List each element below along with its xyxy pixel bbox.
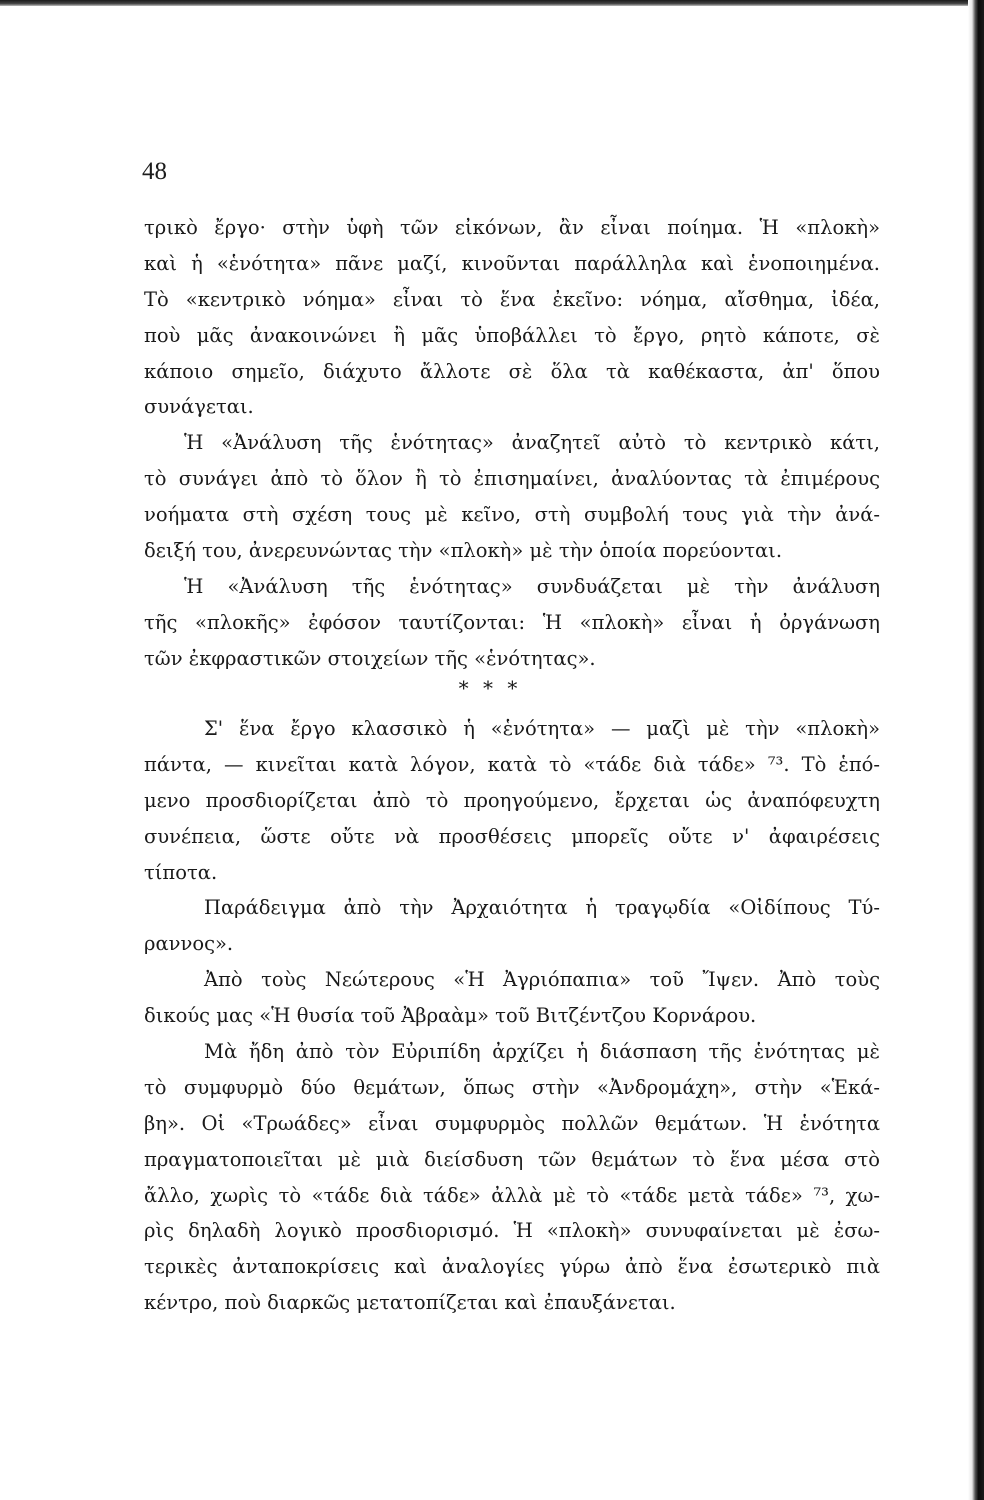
text-line: Ἡ «Ἀνάλυση τῆς ἑνότητας» ἀναζητεῖ αὐτὸ τὸ κεντρικὸ κάτι, <box>184 431 880 455</box>
text-line: Παράδειγμα ἀπὸ τὴν Ἀρχαιότητα ἡ τραγῳδία «Οἰδίπους Τύ- <box>204 896 880 920</box>
scan-top-edge <box>0 0 984 6</box>
text-section-2 <box>144 711 880 1321</box>
text-line: Τὸ «κεντρικὸ νόημα» εἶναι τὸ ἕνα ἐκεῖνο: νόημα, αἴσθημα, ἰδέα, <box>144 287 880 311</box>
text-line: ρὶς δηλαδὴ λογικὸ προσδιορισμό. Ἡ «πλοκὴ» συνυφαίνεται μὲ ἐσω- <box>144 1219 880 1243</box>
text-line: τίποτα. <box>144 860 218 884</box>
text-line: Ἀπὸ τοὺς Νεώτερους «Ἡ Ἀγριόπαπια» τοῦ Ἴψεν. Ἀπὸ τοὺς <box>204 968 880 992</box>
text-line: ἄλλο, χωρὶς τὸ «τάδε διὰ τάδε» ἀλλὰ μὲ τὸ «τάδε μετὰ τάδε» ⁷³, χω- <box>144 1183 880 1207</box>
page-number: 48 <box>142 158 167 185</box>
text-line: τῶν ἐκφραστικῶν στοιχείων τῆς «ἑνότητας». <box>144 646 596 670</box>
text-line: τὸ συμφυρμὸ δύο θεμάτων, ὅπως στὴν «Ἀνδρομάχη», στὴν «Ἑκά- <box>144 1075 880 1099</box>
text-line: νοήματα στὴ σχέση τους μὲ κεῖνο, στὴ συμβολή τους γιὰ τὴν ἀνά- <box>144 503 880 527</box>
text-line: μενο προσδιορίζεται ἀπὸ τὸ προηγούμενο, ἔρχεται ὡς ἀναπόφευχτη <box>144 788 880 812</box>
text-section-1 <box>144 210 880 677</box>
section-separator: * * * <box>458 676 522 700</box>
text-line: δικούς μας «Ἡ θυσία τοῦ Ἀβραὰμ» τοῦ Βιτζέντζου Κορνάρου. <box>144 1004 757 1028</box>
text-line: πάντα, — κινεῖται κατὰ λόγον, κατὰ τὸ «τάδε διὰ τάδε» ⁷³. Τὸ ἑπό- <box>144 752 880 776</box>
text-line: πραγματοποιεῖται μὲ μιὰ διείσδυση τῶν θεμάτων τὸ ἕνα μέσα στὸ <box>144 1147 880 1171</box>
text-line: τερικὲς ἀνταποκρίσεις καὶ ἀναλογίες γύρω ἀπὸ ἕνα ἐσωτερικὸ πιὰ <box>144 1255 880 1279</box>
text-line: ποὺ μᾶς ἀνακοινώνει ἢ μᾶς ὑποβάλλει τὸ ἔργο, ρητὸ κάποτε, σὲ <box>144 323 880 347</box>
text-line: συνέπεια, ὥστε οὔτε νὰ προσθέσεις μπορεῖς οὔτε ν' ἀφαιρέσεις <box>144 824 880 848</box>
text-line: Ἡ «Ἀνάλυση τῆς ἑνότητας» συνδυάζεται μὲ τὴν ἀνάλυση <box>184 574 880 598</box>
text-line: τὸ συνάγει ἀπὸ τὸ ὅλον ἢ τὸ ἐπισημαίνει, ἀναλύοντας τὰ ἐπιμέρους <box>144 467 880 491</box>
scan-right-edge <box>968 0 984 1500</box>
text-line: Σ' ἕνα ἔργο κλασσικὸ ἡ «ἑνότητα» — μαζὶ μὲ τὴν «πλοκὴ» <box>204 717 880 740</box>
text-line: ραννος». <box>144 932 234 956</box>
text-line: τρικὸ ἔργο· στὴν ὑφὴ τῶν εἰκόνων, ἂν εἶναι ποίημα. Ἡ «πλοκὴ» <box>144 216 880 239</box>
text-line: συνάγεται. <box>144 395 254 419</box>
text-line: Μὰ ἤδη ἀπὸ τὸν Εὐριπίδη ἀρχίζει ἡ διάσπαση τῆς ἑνότητας μὲ <box>204 1040 880 1064</box>
text-line: βη». Οἱ «Τρωάδες» εἶναι συμφυρμὸς πολλῶν θεμάτων. Ἡ ἑνότητα <box>144 1111 880 1135</box>
text-line: κάποιο σημεῖο, διάχυτο ἄλλοτε σὲ ὅλα τὰ καθέκαστα, ἀπ' ὅπου <box>144 359 880 383</box>
text-line: δειξή του, ἀνερευνώντας τὴν «πλοκὴ» μὲ τὴν ὁποία πορεύονται. <box>144 539 783 563</box>
text-line: καὶ ἡ «ἑνότητα» πᾶνε μαζί, κινοῦνται παράλληλα καὶ ἑνοποιημένα. <box>144 251 880 275</box>
text-line: τῆς «πλοκῆς» ἐφόσον ταυτίζονται: Ἡ «πλοκὴ» εἶναι ἡ ὀργάνωση <box>144 610 880 634</box>
text-line: κέντρο, ποὺ διαρκῶς μετατοπίζεται καὶ ἐπαυξάνεται. <box>144 1291 676 1315</box>
